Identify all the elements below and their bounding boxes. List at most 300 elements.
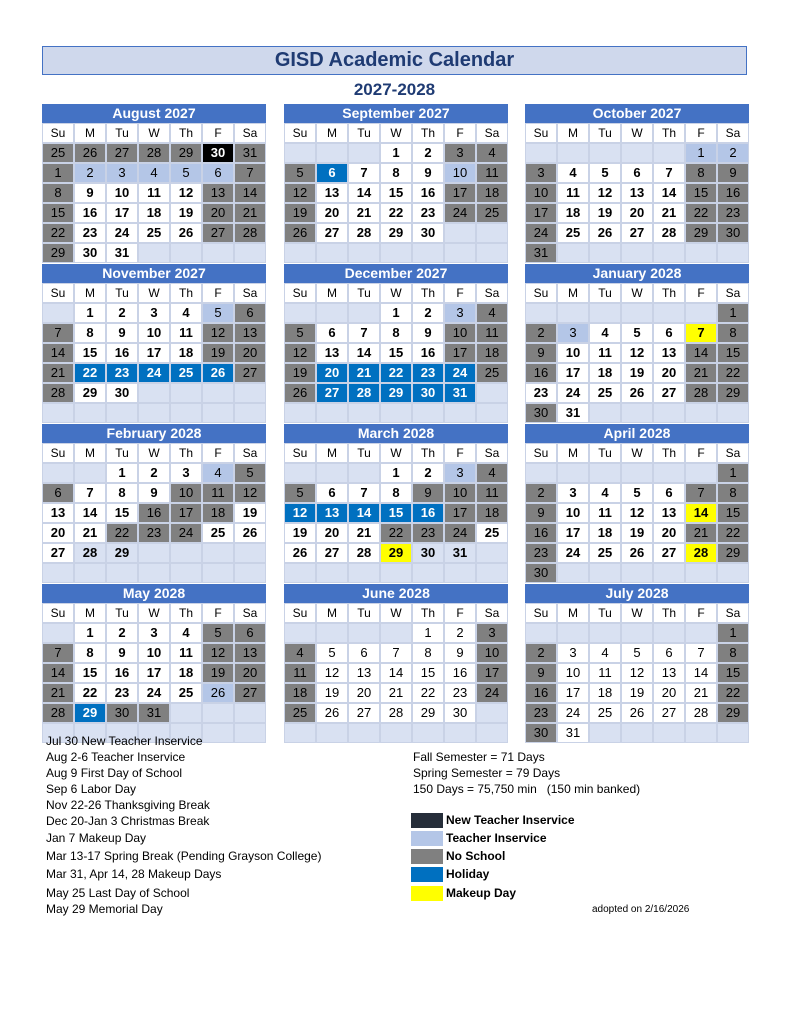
day-cell: 25	[170, 683, 202, 703]
day-cell: 1	[717, 463, 749, 483]
weekday-header: Th	[653, 603, 685, 623]
empty-day-cell	[234, 383, 266, 403]
day-cell: 21	[234, 203, 266, 223]
day-cell: 21	[685, 683, 717, 703]
day-cell: 24	[557, 383, 589, 403]
weekday-header: Sa	[234, 123, 266, 143]
empty-day-cell	[106, 403, 138, 423]
empty-day-cell	[202, 723, 234, 743]
empty-day-cell	[685, 723, 717, 743]
day-cell: 11	[557, 183, 589, 203]
day-cell: 14	[348, 343, 380, 363]
weekday-header: Tu	[348, 283, 380, 303]
day-cell: 1	[380, 303, 412, 323]
weekday-header: F	[444, 603, 476, 623]
day-cell: 24	[444, 363, 476, 383]
day-cell: 4	[589, 483, 621, 503]
day-cell: 12	[284, 503, 316, 523]
day-cell: 16	[525, 363, 557, 383]
day-cell: 30	[525, 403, 557, 423]
day-cell: 8	[412, 643, 444, 663]
day-cell: 29	[380, 543, 412, 563]
day-cell: 29	[685, 223, 717, 243]
day-cell: 15	[717, 503, 749, 523]
day-cell: 12	[234, 483, 266, 503]
day-cell: 29	[106, 543, 138, 563]
month-day-grid	[284, 283, 508, 423]
empty-day-cell	[74, 403, 106, 423]
empty-day-cell	[525, 623, 557, 643]
day-cell: 17	[476, 663, 508, 683]
day-cell: 23	[412, 203, 444, 223]
day-cell: 26	[284, 383, 316, 403]
empty-day-cell	[42, 463, 74, 483]
weekday-header: Th	[170, 443, 202, 463]
day-cell: 17	[170, 503, 202, 523]
day-cell: 22	[717, 683, 749, 703]
day-cell: 2	[74, 163, 106, 183]
day-cell: 6	[653, 483, 685, 503]
day-cell: 21	[348, 523, 380, 543]
day-cell: 23	[412, 523, 444, 543]
day-cell: 24	[444, 523, 476, 543]
day-cell: 23	[717, 203, 749, 223]
day-cell: 3	[444, 303, 476, 323]
school-year: 2027-2028	[353, 80, 436, 99]
legend-label: Makeup Day	[446, 886, 517, 900]
empty-day-cell	[202, 383, 234, 403]
day-cell: 20	[316, 203, 348, 223]
day-cell: 4	[476, 143, 508, 163]
day-cell: 24	[106, 223, 138, 243]
day-cell: 8	[42, 183, 74, 203]
day-cell: 7	[653, 163, 685, 183]
weekday-header: W	[621, 123, 653, 143]
day-cell: 17	[444, 343, 476, 363]
day-cell: 8	[717, 323, 749, 343]
day-cell: 6	[653, 643, 685, 663]
day-cell: 23	[138, 523, 170, 543]
day-cell: 8	[380, 323, 412, 343]
empty-day-cell	[685, 303, 717, 323]
day-cell: 10	[525, 183, 557, 203]
day-cell: 8	[74, 643, 106, 663]
day-cell: 23	[106, 363, 138, 383]
empty-day-cell	[170, 243, 202, 263]
day-cell: 29	[74, 703, 106, 723]
weekday-header: M	[74, 283, 106, 303]
day-cell: 10	[476, 643, 508, 663]
day-cell: 26	[284, 223, 316, 243]
empty-day-cell	[444, 723, 476, 743]
day-cell: 30	[412, 223, 444, 243]
empty-day-cell	[444, 243, 476, 263]
weekday-header: Su	[525, 443, 557, 463]
day-cell: 24	[170, 523, 202, 543]
empty-day-cell	[316, 403, 348, 423]
day-cell: 11	[476, 163, 508, 183]
day-cell: 13	[234, 643, 266, 663]
weekday-header: Sa	[717, 603, 749, 623]
empty-day-cell	[557, 303, 589, 323]
day-cell: 26	[589, 223, 621, 243]
day-cell: 3	[170, 463, 202, 483]
day-cell: 22	[106, 523, 138, 543]
empty-day-cell	[717, 563, 749, 583]
day-cell: 22	[74, 363, 106, 383]
day-cell: 17	[557, 683, 589, 703]
day-cell: 21	[74, 523, 106, 543]
empty-day-cell	[476, 703, 508, 723]
day-cell: 29	[717, 543, 749, 563]
day-cell: 15	[380, 343, 412, 363]
day-cell: 20	[316, 363, 348, 383]
weekday-header: Tu	[106, 443, 138, 463]
day-cell: 28	[348, 383, 380, 403]
day-cell: 2	[525, 643, 557, 663]
event-note: Sep 6 Labor Day	[46, 782, 137, 796]
day-cell: 31	[557, 723, 589, 743]
day-cell: 23	[412, 363, 444, 383]
weekday-header: Th	[653, 123, 685, 143]
day-cell: 13	[316, 503, 348, 523]
day-cell: 4	[476, 463, 508, 483]
day-cell: 1	[42, 163, 74, 183]
weekday-header: Sa	[717, 283, 749, 303]
day-cell: 6	[316, 163, 348, 183]
day-cell: 12	[316, 663, 348, 683]
month-day-grid	[42, 603, 266, 743]
legend-swatch	[411, 867, 443, 882]
day-cell: 28	[685, 383, 717, 403]
day-cell: 6	[316, 483, 348, 503]
weekday-header: Su	[42, 283, 74, 303]
day-cell: 17	[106, 203, 138, 223]
day-cell: 30	[202, 143, 234, 163]
day-cell: 11	[138, 183, 170, 203]
day-cell: 25	[202, 523, 234, 543]
empty-day-cell	[42, 563, 74, 583]
empty-day-cell	[234, 403, 266, 423]
day-cell: 14	[42, 343, 74, 363]
day-cell: 10	[444, 163, 476, 183]
empty-day-cell	[444, 223, 476, 243]
day-cell: 9	[412, 323, 444, 343]
day-cell: 5	[284, 163, 316, 183]
day-cell: 25	[589, 383, 621, 403]
empty-day-cell	[589, 623, 621, 643]
empty-day-cell	[42, 403, 74, 423]
event-note: Mar 13-17 Spring Break (Pending Grayson College)	[46, 849, 322, 863]
day-cell: 1	[412, 623, 444, 643]
day-cell: 29	[74, 383, 106, 403]
day-cell: 22	[380, 203, 412, 223]
day-cell: 13	[234, 323, 266, 343]
weekday-header: Tu	[106, 123, 138, 143]
day-cell: 6	[42, 483, 74, 503]
month-day-grid	[42, 123, 266, 263]
empty-day-cell	[589, 243, 621, 263]
weekday-header: W	[621, 283, 653, 303]
day-cell: 29	[380, 223, 412, 243]
day-cell: 16	[412, 503, 444, 523]
day-cell: 19	[202, 663, 234, 683]
weekday-header: F	[685, 443, 717, 463]
weekday-header: W	[138, 283, 170, 303]
empty-day-cell	[476, 723, 508, 743]
empty-day-cell	[170, 703, 202, 723]
empty-day-cell	[589, 143, 621, 163]
empty-day-cell	[316, 723, 348, 743]
day-cell: 30	[106, 383, 138, 403]
day-cell: 5	[202, 303, 234, 323]
day-cell: 10	[444, 483, 476, 503]
day-cell: 14	[74, 503, 106, 523]
day-cell: 25	[170, 363, 202, 383]
day-cell: 19	[284, 363, 316, 383]
empty-day-cell	[170, 383, 202, 403]
empty-day-cell	[380, 563, 412, 583]
day-cell: 28	[685, 543, 717, 563]
weekday-header: Su	[525, 123, 557, 143]
day-cell: 14	[42, 663, 74, 683]
day-cell: 6	[202, 163, 234, 183]
empty-day-cell	[621, 463, 653, 483]
day-cell: 29	[412, 703, 444, 723]
weekday-header: M	[557, 123, 589, 143]
empty-day-cell	[589, 463, 621, 483]
day-cell: 24	[525, 223, 557, 243]
month-july-2028	[525, 584, 749, 743]
day-cell: 11	[476, 323, 508, 343]
day-cell: 12	[621, 343, 653, 363]
day-cell: 5	[202, 623, 234, 643]
empty-day-cell	[444, 403, 476, 423]
day-cell: 9	[525, 343, 557, 363]
day-cell: 27	[653, 383, 685, 403]
legend-label: Holiday	[446, 867, 490, 881]
weekday-header: W	[380, 603, 412, 623]
day-cell: 17	[525, 203, 557, 223]
month-day-grid	[284, 443, 508, 583]
empty-day-cell	[476, 543, 508, 563]
month-day-grid	[284, 123, 508, 263]
day-cell: 22	[412, 683, 444, 703]
empty-day-cell	[106, 563, 138, 583]
day-cell: 26	[74, 143, 106, 163]
day-cell: 29	[380, 383, 412, 403]
empty-day-cell	[234, 243, 266, 263]
day-cell: 13	[653, 343, 685, 363]
month-title: January 2028	[525, 264, 749, 283]
day-cell: 18	[476, 503, 508, 523]
day-cell: 21	[348, 203, 380, 223]
month-title: August 2027	[42, 104, 266, 123]
weekday-header: Su	[284, 283, 316, 303]
day-cell: 26	[621, 383, 653, 403]
day-cell: 12	[589, 183, 621, 203]
day-cell: 19	[284, 203, 316, 223]
day-cell: 21	[653, 203, 685, 223]
weekday-header: Tu	[589, 603, 621, 623]
day-cell: 5	[170, 163, 202, 183]
day-cell: 29	[42, 243, 74, 263]
weekday-header: W	[621, 603, 653, 623]
day-cell: 6	[316, 323, 348, 343]
day-cell: 19	[316, 683, 348, 703]
event-note: Aug 9 First Day of School	[46, 766, 183, 780]
weekday-header: W	[138, 603, 170, 623]
empty-day-cell	[348, 623, 380, 643]
day-cell: 9	[138, 483, 170, 503]
day-cell: 11	[476, 483, 508, 503]
empty-day-cell	[42, 303, 74, 323]
day-cell: 3	[476, 623, 508, 643]
day-cell: 28	[234, 223, 266, 243]
empty-day-cell	[476, 223, 508, 243]
empty-day-cell	[348, 243, 380, 263]
empty-day-cell	[380, 403, 412, 423]
month-november-2027	[42, 264, 266, 423]
empty-day-cell	[412, 243, 444, 263]
day-cell: 5	[284, 323, 316, 343]
day-cell: 22	[685, 203, 717, 223]
day-cell: 4	[589, 643, 621, 663]
day-cell: 15	[380, 503, 412, 523]
empty-day-cell	[653, 303, 685, 323]
empty-day-cell	[380, 623, 412, 643]
day-cell: 9	[106, 323, 138, 343]
weekday-header: F	[202, 443, 234, 463]
empty-day-cell	[234, 723, 266, 743]
weekday-header: F	[444, 283, 476, 303]
empty-day-cell	[653, 463, 685, 483]
empty-day-cell	[717, 243, 749, 263]
month-december-2027	[284, 264, 508, 423]
day-cell: 26	[284, 543, 316, 563]
empty-day-cell	[348, 143, 380, 163]
event-note: May 29 Memorial Day	[46, 902, 163, 916]
weekday-header: Su	[284, 123, 316, 143]
empty-day-cell	[348, 403, 380, 423]
empty-day-cell	[653, 623, 685, 643]
day-cell: 3	[444, 463, 476, 483]
empty-day-cell	[284, 623, 316, 643]
day-cell: 17	[557, 363, 589, 383]
day-cell: 14	[234, 183, 266, 203]
day-cell: 22	[380, 523, 412, 543]
day-cell: 18	[284, 683, 316, 703]
day-cell: 13	[316, 183, 348, 203]
day-cell: 4	[557, 163, 589, 183]
day-cell: 18	[557, 203, 589, 223]
empty-day-cell	[348, 463, 380, 483]
day-cell: 11	[170, 643, 202, 663]
day-cell: 20	[653, 363, 685, 383]
day-cell: 2	[412, 303, 444, 323]
day-cell: 16	[412, 183, 444, 203]
day-cell: 9	[717, 163, 749, 183]
day-cell: 2	[525, 483, 557, 503]
weekday-header: F	[685, 603, 717, 623]
weekday-header: F	[685, 123, 717, 143]
day-cell: 19	[589, 203, 621, 223]
empty-day-cell	[138, 563, 170, 583]
day-cell: 24	[138, 683, 170, 703]
month-january-2028	[525, 264, 749, 423]
month-june-2028	[284, 584, 508, 743]
day-cell: 3	[557, 643, 589, 663]
empty-day-cell	[653, 403, 685, 423]
month-april-2028	[525, 424, 749, 583]
empty-day-cell	[621, 563, 653, 583]
summary-line: Fall Semester = 71 Days	[413, 750, 545, 764]
day-cell: 22	[717, 523, 749, 543]
empty-day-cell	[525, 303, 557, 323]
weekday-header: Th	[170, 603, 202, 623]
day-cell: 14	[653, 183, 685, 203]
weekday-header: Sa	[476, 123, 508, 143]
empty-day-cell	[316, 463, 348, 483]
day-cell: 18	[138, 203, 170, 223]
day-cell: 31	[138, 703, 170, 723]
month-march-2028	[284, 424, 508, 583]
day-cell: 20	[234, 343, 266, 363]
empty-day-cell	[316, 623, 348, 643]
day-cell: 1	[380, 463, 412, 483]
weekday-header: W	[621, 443, 653, 463]
empty-day-cell	[717, 723, 749, 743]
day-cell: 7	[348, 323, 380, 343]
empty-day-cell	[202, 243, 234, 263]
day-cell: 7	[74, 483, 106, 503]
day-cell: 9	[525, 663, 557, 683]
day-cell: 24	[557, 543, 589, 563]
day-cell: 28	[138, 143, 170, 163]
weekday-header: Tu	[106, 283, 138, 303]
day-cell: 27	[202, 223, 234, 243]
day-cell: 17	[138, 343, 170, 363]
month-may-2028	[42, 584, 266, 743]
empty-day-cell	[284, 563, 316, 583]
weekday-header: Su	[284, 603, 316, 623]
day-cell: 6	[621, 163, 653, 183]
day-cell: 17	[444, 183, 476, 203]
day-cell: 11	[589, 503, 621, 523]
weekday-header: M	[74, 123, 106, 143]
empty-day-cell	[557, 563, 589, 583]
day-cell: 6	[234, 623, 266, 643]
day-cell: 8	[685, 163, 717, 183]
day-cell: 31	[444, 383, 476, 403]
day-cell: 1	[74, 623, 106, 643]
day-cell: 27	[653, 703, 685, 723]
day-cell: 25	[589, 703, 621, 723]
day-cell: 7	[380, 643, 412, 663]
day-cell: 2	[106, 303, 138, 323]
day-cell: 23	[525, 543, 557, 563]
day-cell: 27	[316, 383, 348, 403]
empty-day-cell	[589, 563, 621, 583]
day-cell: 25	[138, 223, 170, 243]
legend-label: Teacher Inservice	[446, 831, 547, 845]
empty-day-cell	[476, 383, 508, 403]
event-note: May 25 Last Day of School	[46, 886, 190, 900]
day-cell: 21	[380, 683, 412, 703]
day-cell: 23	[525, 703, 557, 723]
weekday-header: Tu	[348, 443, 380, 463]
day-cell: 23	[74, 223, 106, 243]
